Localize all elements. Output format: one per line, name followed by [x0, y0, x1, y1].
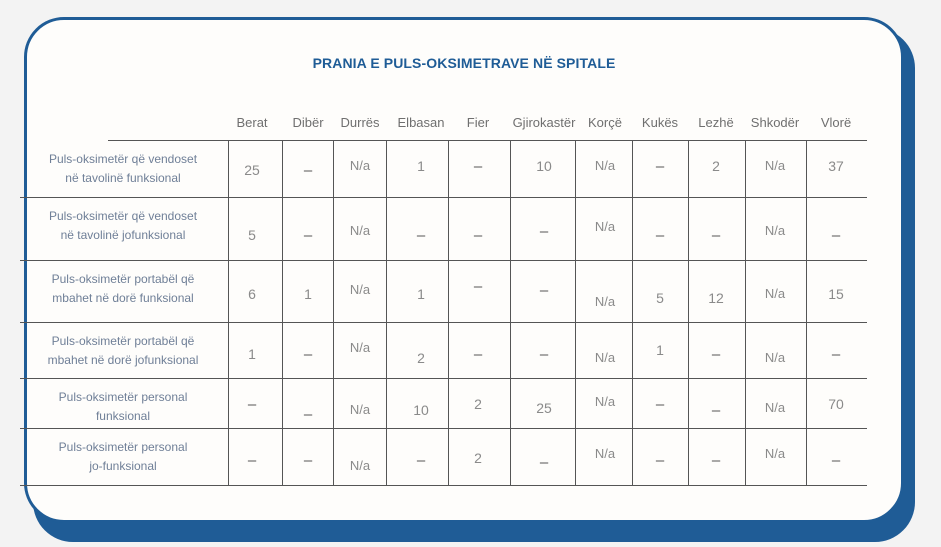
- table-cell: N/a: [594, 446, 616, 461]
- column-header: Vlorë: [820, 115, 852, 130]
- column-header: Berat: [236, 115, 268, 130]
- table-cell: 2: [712, 158, 720, 174]
- table-cell: –: [303, 162, 313, 179]
- row-divider: [20, 428, 867, 429]
- table-cell: –: [655, 158, 665, 175]
- table-cell: N/a: [349, 458, 371, 473]
- table-cell: N/a: [594, 219, 616, 234]
- table-cell: –: [655, 227, 665, 244]
- column-header: Durrës: [340, 115, 380, 130]
- row-label: [20, 150, 226, 188]
- table-cell: 1: [656, 342, 664, 358]
- table-cell: –: [416, 227, 426, 244]
- table-cell: 6: [248, 286, 256, 302]
- table-cell: 2: [474, 396, 482, 412]
- column-header: Kukës: [641, 115, 679, 130]
- table-cell: –: [303, 346, 313, 363]
- row-label: [20, 207, 226, 245]
- table-cell: –: [247, 452, 257, 469]
- row-label-line: Puls-oksimetër personal: [58, 390, 188, 404]
- table-cell: –: [303, 452, 313, 469]
- table-cell: 1: [417, 286, 425, 302]
- table-cell: N/a: [594, 158, 616, 173]
- column-header: Elbasan: [397, 115, 445, 130]
- table-cell: N/a: [764, 446, 786, 461]
- table-cell: N/a: [349, 158, 371, 173]
- table-cell: –: [539, 223, 549, 240]
- table-cell: 1: [248, 346, 256, 362]
- table-cell: –: [831, 452, 841, 469]
- row-label-line: jo-funksional: [89, 459, 157, 473]
- table-cell: N/a: [594, 294, 616, 309]
- table-cell: –: [711, 227, 721, 244]
- column-divider: [333, 140, 334, 485]
- row-label-line: Puls-oksimetër që vendoset: [48, 152, 198, 166]
- table-cell: –: [473, 158, 483, 175]
- row-divider: [20, 260, 867, 261]
- row-label: [20, 438, 226, 476]
- table-cell: N/a: [764, 400, 786, 415]
- table-cell: –: [655, 396, 665, 413]
- table-cell: N/a: [349, 282, 371, 297]
- table-cell: N/a: [764, 158, 786, 173]
- table-cell: –: [303, 406, 313, 423]
- row-divider: [20, 378, 867, 379]
- table-cell: –: [416, 452, 426, 469]
- table-cell: –: [831, 227, 841, 244]
- row-label-line: mbahet në dorë jofunksional: [47, 353, 199, 367]
- table-cell: –: [539, 346, 549, 363]
- table-cell: 2: [474, 450, 482, 466]
- column-divider: [448, 140, 449, 485]
- table-cell: –: [711, 346, 721, 363]
- column-header: Korçë: [588, 115, 622, 130]
- table-cell: 5: [656, 290, 664, 306]
- row-label: [20, 332, 226, 370]
- row-divider: [20, 322, 867, 323]
- table-cell: 10: [536, 158, 552, 174]
- table-cell: N/a: [764, 223, 786, 238]
- table-cell: –: [711, 402, 721, 419]
- row-label-line: Puls-oksimetër personal: [58, 440, 188, 454]
- table-cell: 15: [828, 286, 844, 302]
- table-cell: –: [473, 346, 483, 363]
- row-label-line: në tavolinë jofunksional: [60, 228, 186, 242]
- table-cell: 12: [708, 290, 724, 306]
- column-header: Gjirokastër: [512, 115, 576, 130]
- page-title: PRANIA E PULS-OKSIMETRAVE NË SPITALE: [312, 55, 616, 71]
- column-divider: [386, 140, 387, 485]
- row-divider: [20, 197, 867, 198]
- row-label-line: Puls-oksimetër portabël që: [51, 334, 195, 348]
- table-cell: N/a: [764, 350, 786, 365]
- table-cell: 70: [828, 396, 844, 412]
- table-cell: 37: [828, 158, 844, 174]
- table-cell: 25: [536, 400, 552, 416]
- column-divider: [228, 140, 229, 485]
- table-cell: 25: [244, 162, 260, 178]
- column-header: Lezhë: [698, 115, 734, 130]
- table-cell: –: [303, 227, 313, 244]
- table-cell: –: [655, 452, 665, 469]
- column-divider: [510, 140, 511, 485]
- row-label-line: funksional: [95, 409, 151, 423]
- table-cell: –: [539, 454, 549, 471]
- table-cell: –: [539, 282, 549, 299]
- table-cell: 5: [248, 227, 256, 243]
- column-divider: [806, 140, 807, 485]
- table-cell: N/a: [349, 223, 371, 238]
- table-cell: N/a: [764, 286, 786, 301]
- table-cell: –: [247, 396, 257, 413]
- row-label-line: Puls-oksimetër portabël që: [51, 272, 195, 286]
- header-divider: [108, 140, 867, 141]
- table-cell: N/a: [349, 340, 371, 355]
- table-cell: –: [831, 346, 841, 363]
- table-cell: 2: [417, 350, 425, 366]
- column-header: Dibër: [292, 115, 324, 130]
- table-cell: –: [473, 278, 483, 295]
- column-header: Fier: [466, 115, 490, 130]
- table-cell: N/a: [594, 350, 616, 365]
- table-bottom-border: [20, 485, 867, 486]
- row-label-line: Puls-oksimetër që vendoset: [48, 209, 198, 223]
- column-divider: [632, 140, 633, 485]
- column-divider: [688, 140, 689, 485]
- column-divider: [282, 140, 283, 485]
- table-cell: 1: [417, 158, 425, 174]
- table-cell: 10: [413, 402, 429, 418]
- table-cell: N/a: [349, 402, 371, 417]
- column-header: Shkodër: [750, 115, 800, 130]
- row-label-line: mbahet në dorë funksional: [52, 291, 194, 305]
- table-cell: 1: [304, 286, 312, 302]
- table-cell: –: [711, 452, 721, 469]
- row-label: [20, 270, 226, 308]
- column-divider: [745, 140, 746, 485]
- column-divider: [575, 140, 576, 485]
- row-label-line: në tavolinë funksional: [65, 171, 181, 185]
- table-cell: –: [473, 227, 483, 244]
- table-cell: N/a: [594, 394, 616, 409]
- row-label: [20, 388, 226, 426]
